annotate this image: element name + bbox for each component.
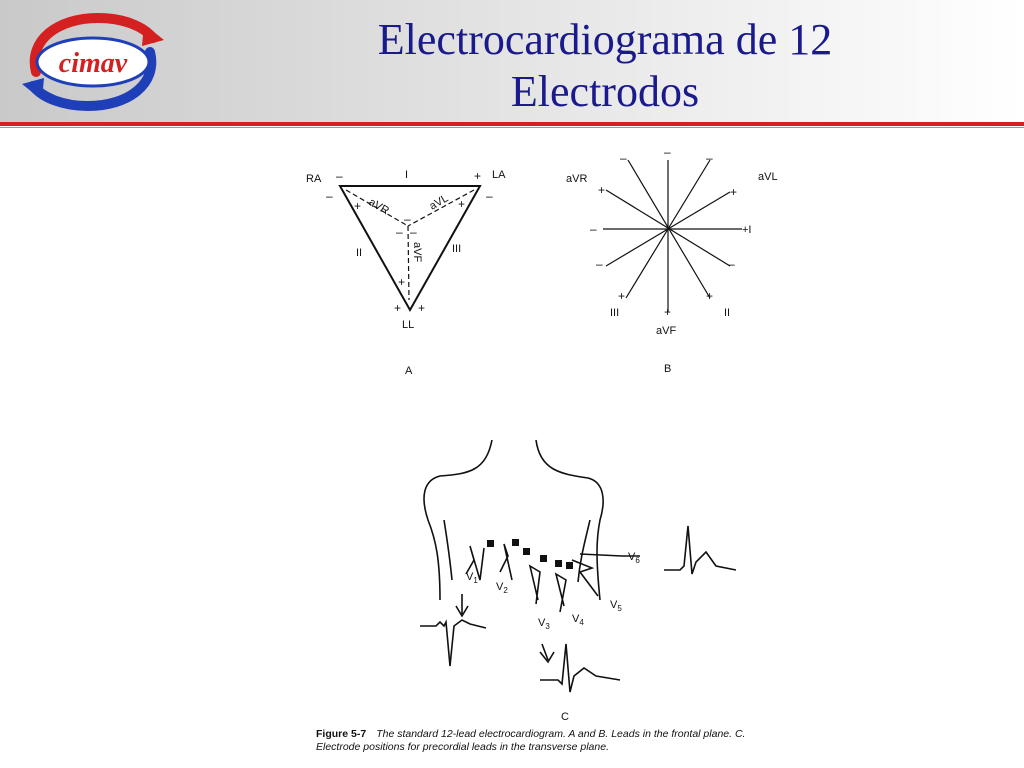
b-sign-plus-avl: + [730, 185, 738, 199]
electrode-v1 [487, 540, 494, 547]
sign-plus-ll-ii: + [394, 301, 402, 315]
caption-line-1: The standard 12-lead electrocardiogram. A and B. Leads in the frontal plane. C. [376, 728, 746, 740]
electrode-v2 [512, 539, 519, 546]
figure-caption [316, 728, 816, 754]
b-sign-minus-ll: – [596, 257, 603, 271]
sign-plus-avl: + [458, 197, 466, 211]
label-b-avf: aVF [656, 325, 677, 337]
label-b-avr: aVR [566, 173, 588, 185]
sign-plus-ll-iii: + [418, 301, 426, 315]
caption-line-2: Electrode positions for precordial leads in the transverse plane. [316, 741, 609, 753]
label-b-avl: aVL [758, 171, 778, 183]
label-v1: $V_1$ [466, 571, 478, 585]
electrode-v5 [555, 560, 562, 567]
sign-plus-avf: + [398, 275, 406, 289]
label-b-lead-iii: III [610, 307, 620, 319]
label-b-lead-ii: II [724, 307, 731, 319]
panel-c-torso [424, 440, 640, 662]
label-ll: LL [402, 319, 415, 331]
label-lead-iii: III [452, 243, 462, 255]
ecg-waveforms [420, 526, 736, 692]
label-avf: aVF [411, 242, 423, 263]
sign-minus-ra-i: – [336, 169, 343, 183]
label-v3: $V_3$ [538, 617, 550, 631]
panel-b-hexaxial [566, 145, 778, 375]
b-sign-minus-left: – [590, 222, 597, 236]
b-sign-minus-top: – [664, 145, 671, 159]
panel-a-triangle [306, 169, 506, 377]
b-sign-minus-tr: – [706, 151, 713, 165]
sign-minus-avf: – [404, 212, 411, 226]
sign-plus-la-i: + [474, 169, 482, 183]
label-b-lead-i: +I [742, 224, 752, 236]
precordial-labels [466, 551, 640, 631]
b-sign-plus-avr: + [598, 183, 606, 197]
label-v5: $V_5$ [610, 599, 622, 613]
b-sign-minus-lr: – [728, 257, 735, 271]
electrode-dots [487, 539, 573, 569]
b-sign-minus-tl: – [620, 151, 627, 165]
label-lead-i: I [405, 169, 409, 181]
label-avl: aVL [427, 192, 451, 213]
label-avr: aVR [366, 196, 392, 218]
caption-figure-label: Figure 5-7 [316, 728, 367, 740]
sign-minus-center-l: – [396, 225, 403, 239]
electrode-v3 [523, 548, 530, 555]
label-ra: RA [306, 173, 322, 185]
label-v6: $V_6$ [628, 551, 640, 565]
sign-minus-center-r: – [410, 225, 417, 239]
waveform-v1 [420, 620, 486, 666]
electrode-v4 [540, 555, 547, 562]
b-sign-plus-avf: + [664, 305, 672, 319]
sign-minus-la-iii: – [486, 189, 493, 203]
b-sign-plus-ii: + [706, 289, 714, 303]
logo-text: cimav [58, 48, 128, 79]
waveform-v6 [664, 526, 736, 574]
label-la: LA [492, 169, 506, 181]
title-line-2: Electrodos [510, 67, 700, 116]
panel-c-label: C [561, 711, 569, 723]
electrode-v6 [566, 562, 573, 569]
b-sign-plus-iii: + [618, 289, 626, 303]
panel-b-label: B [664, 363, 672, 375]
waveform-v3 [540, 644, 620, 692]
sign-plus-avr: + [354, 199, 362, 213]
title-line-1: Electrocardiograma de 12 [377, 15, 833, 64]
panel-a-label: A [405, 365, 413, 377]
label-lead-ii: II [356, 247, 363, 259]
sign-minus-ra-ii: – [326, 189, 333, 203]
label-v2: $V_2$ [496, 581, 508, 595]
label-v4: $V_4$ [572, 613, 584, 627]
